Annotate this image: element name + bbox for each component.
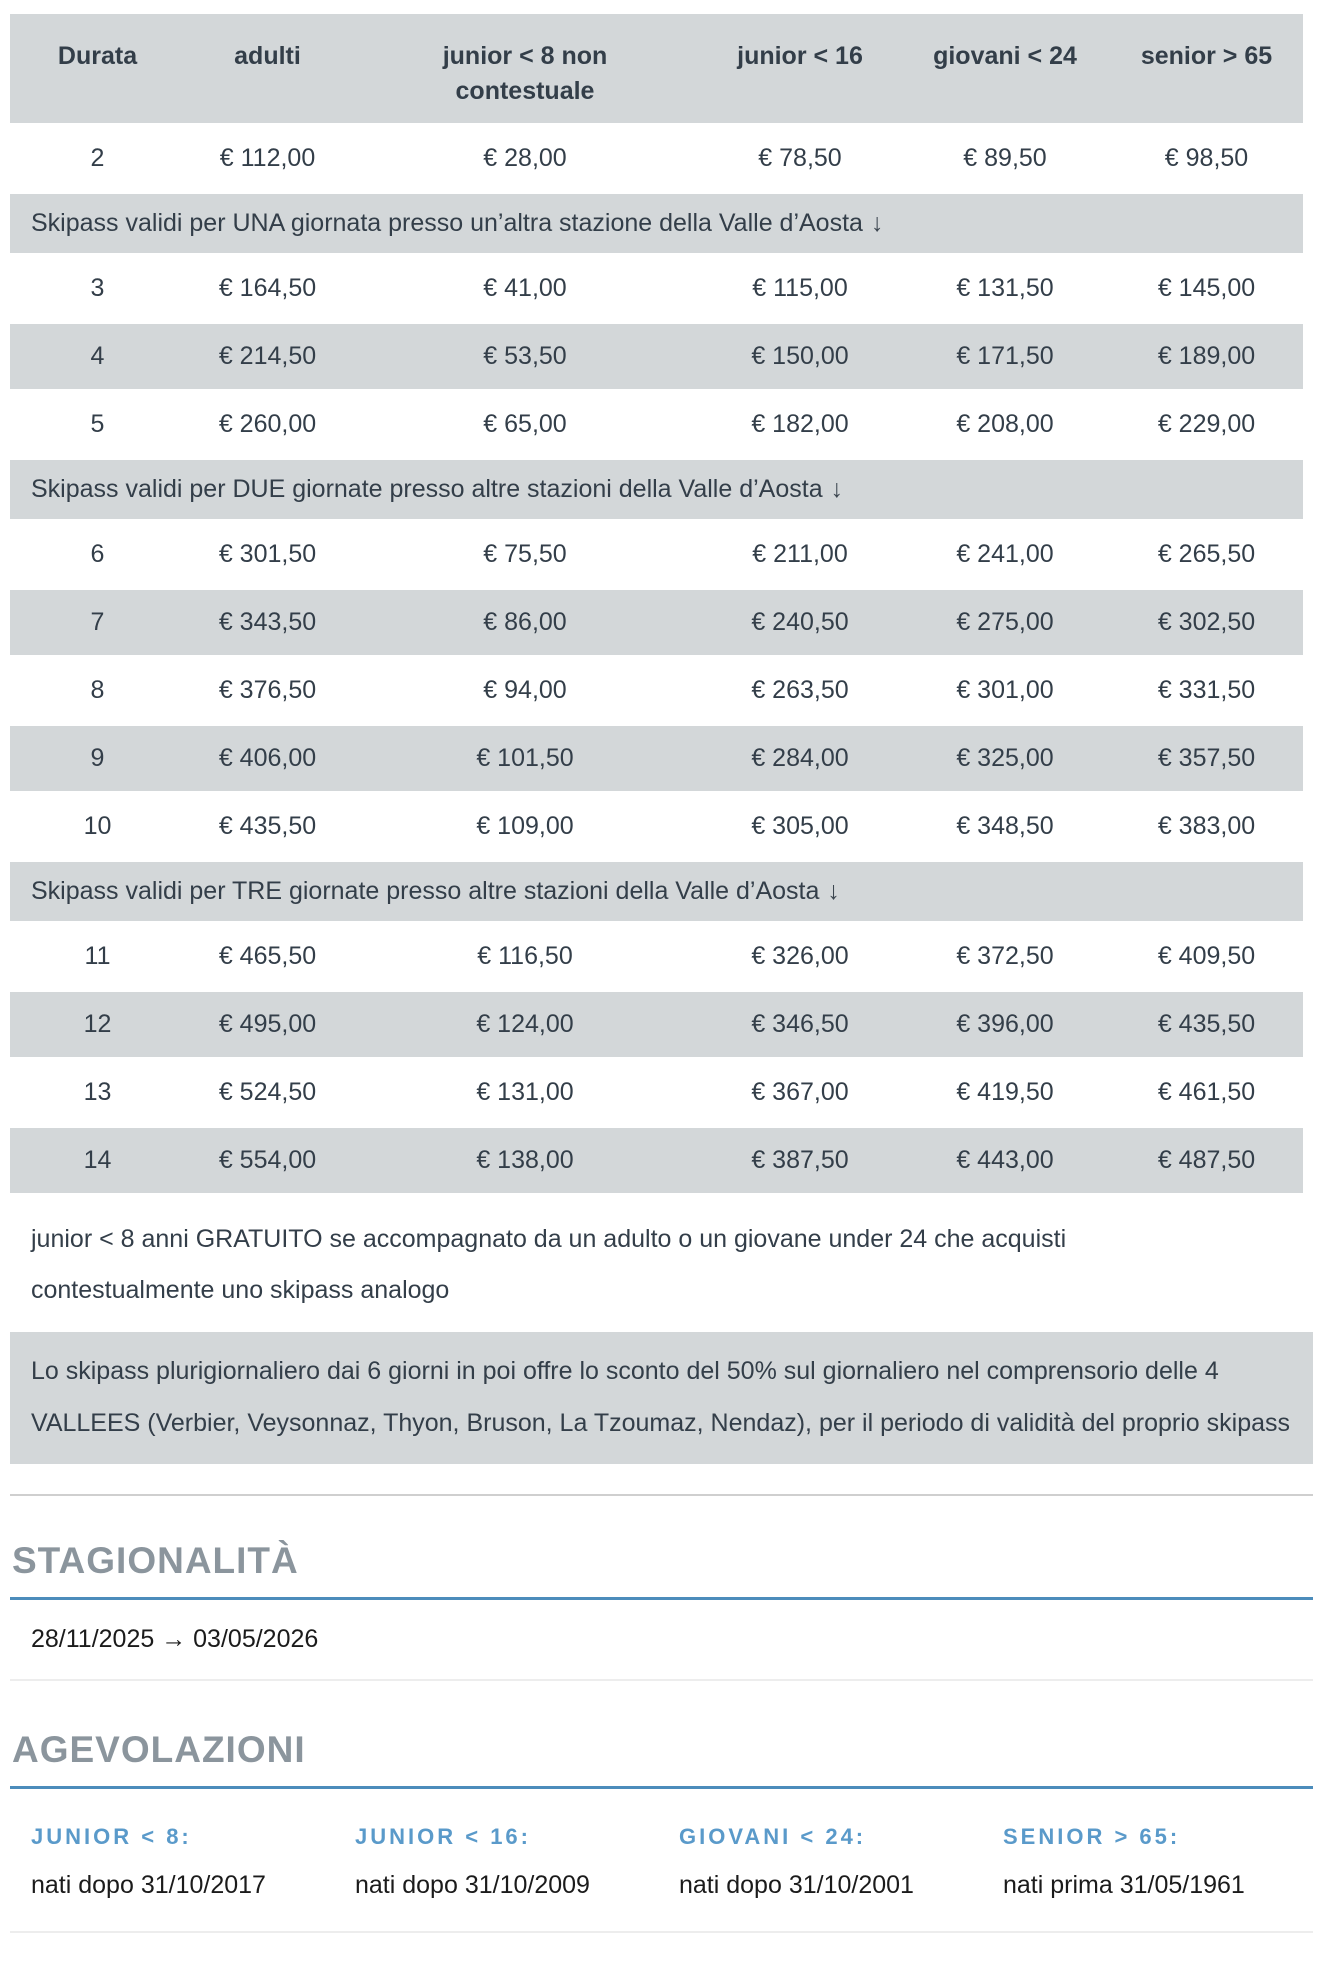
duration-cell: 12 (10, 992, 185, 1057)
price-cell: € 98,50 (1164, 144, 1249, 172)
price-cell: € 65,00 (483, 410, 567, 438)
duration-cell: 14 (10, 1128, 185, 1193)
price-row (10, 794, 1303, 859)
price-row (10, 992, 1303, 1057)
benefit-item (679, 1824, 1003, 1900)
price-cell: € 435,50 (218, 812, 317, 840)
benefit-item (1003, 1824, 1323, 1900)
price-cell: € 396,00 (900, 992, 1110, 1057)
section-note-row (10, 460, 1303, 519)
benefit-item (355, 1824, 679, 1900)
section-note-row (10, 194, 1303, 253)
price-cell: € 325,00 (900, 726, 1110, 791)
price-cell: € 131,00 (476, 1078, 574, 1106)
price-cell: € 461,50 (1157, 1078, 1256, 1106)
price-cell: € 116,50 (477, 942, 573, 970)
blue-rule (10, 1597, 1313, 1600)
price-cell: € 284,00 (700, 726, 900, 791)
price-cell: € 443,00 (900, 1128, 1110, 1193)
price-cell: € 326,00 (751, 942, 849, 970)
price-cell: € 376,50 (218, 676, 317, 704)
duration-cell: 5 (90, 410, 105, 438)
section-note-text: Skipass validi per TRE giornate presso altre stazioni della Valle d’Aosta ↓ (10, 862, 1303, 921)
benefit-value: nati dopo 31/10/2001 (679, 1871, 914, 1899)
price-cell: € 383,00 (1157, 812, 1256, 840)
down-arrow-icon: ↓ (870, 209, 884, 237)
price-row (10, 126, 1303, 191)
section-note-text: Skipass validi per DUE giornate presso altre stazioni della Valle d’Aosta ↓ (10, 460, 1303, 519)
price-cell: € 115,00 (752, 274, 848, 302)
price-cell: € 28,00 (483, 144, 567, 172)
duration-cell: 8 (90, 676, 105, 704)
price-cell: € 301,00 (956, 676, 1054, 704)
price-cell: € 301,50 (218, 540, 317, 568)
price-row (10, 590, 1303, 655)
price-cell: € 182,00 (751, 410, 849, 438)
duration-cell: 4 (10, 324, 185, 389)
price-row (10, 924, 1303, 989)
price-cell: € 41,00 (483, 274, 567, 302)
benefit-value: nati dopo 31/10/2009 (355, 1871, 590, 1899)
price-cell: € 189,00 (1110, 324, 1303, 389)
price-cell: € 145,00 (1157, 274, 1256, 302)
duration-cell: 7 (10, 590, 185, 655)
duration-cell: 10 (83, 812, 112, 840)
duration-cell: 11 (84, 942, 111, 970)
price-cell: € 164,50 (218, 274, 317, 302)
duration-cell: 6 (90, 540, 105, 568)
price-cell: € 387,50 (700, 1128, 900, 1193)
header-row (10, 14, 1303, 123)
price-row (10, 324, 1303, 389)
price-table-header (10, 14, 1303, 123)
price-cell: € 346,50 (700, 992, 900, 1057)
price-cell: € 75,50 (483, 540, 567, 568)
price-cell: € 131,50 (956, 274, 1054, 302)
duration-cell: 9 (10, 726, 185, 791)
benefit-label: GIOVANI < 24: (679, 1824, 867, 1849)
price-cell: € 263,50 (751, 676, 849, 704)
price-cell: € 487,50 (1110, 1128, 1303, 1193)
price-cell: € 409,50 (1157, 942, 1256, 970)
price-cell: € 465,50 (218, 942, 317, 970)
price-cell: € 138,00 (350, 1128, 700, 1193)
price-cell: € 229,00 (1157, 410, 1256, 438)
column-header: junior < 16 (700, 14, 900, 123)
down-arrow-icon: ↓ (827, 877, 840, 905)
price-cell: € 53,50 (350, 324, 700, 389)
light-rule (10, 1931, 1313, 1933)
column-header: adulti (185, 14, 350, 123)
section-note-row (10, 862, 1303, 921)
price-cell: € 275,00 (900, 590, 1110, 655)
section-title-stagionalita: STAGIONALITÀ (12, 1540, 299, 1581)
price-cell: € 94,00 (483, 676, 567, 704)
price-cell: € 343,50 (185, 590, 350, 655)
price-cell: € 348,50 (956, 812, 1054, 840)
price-cell: € 302,50 (1110, 590, 1303, 655)
price-cell: € 240,50 (700, 590, 900, 655)
price-cell: € 150,00 (700, 324, 900, 389)
skipass-price-table (10, 11, 1303, 1196)
note-junior-free: junior < 8 anni GRATUITO se accompagnato da un adulto o un giovane under 24 che acquisti contestualmente uno skipass analogo (31, 1225, 1067, 1304)
benefit-label: JUNIOR < 16: (355, 1824, 531, 1849)
price-cell: € 78,50 (758, 144, 842, 172)
price-cell: € 109,00 (476, 812, 574, 840)
price-cell: € 367,00 (751, 1078, 849, 1106)
column-header: junior < 8 non contestuale (350, 14, 700, 123)
price-cell: € 265,50 (1157, 540, 1256, 568)
note-multiday-discount: Lo skipass plurigiornaliero dai 6 giorni in poi offre lo sconto del 50% sul giornaliero nel comprensorio delle 4 VALLEES (Verbier, Veysonnaz, Thyon, Bruson, La Tzoumaz, Nendaz), per il periodo di validità del proprio skipass (10, 1332, 1313, 1464)
price-cell: € 101,50 (350, 726, 700, 791)
price-cell: € 419,50 (956, 1078, 1054, 1106)
light-rule (10, 1679, 1313, 1681)
benefit-value: nati prima 31/05/1961 (1003, 1871, 1245, 1899)
price-cell: € 495,00 (185, 992, 350, 1057)
price-cell: € 331,50 (1157, 676, 1256, 704)
divider (10, 1494, 1313, 1496)
price-cell: € 241,00 (956, 540, 1054, 568)
price-row (10, 726, 1303, 791)
section-title-agevolazioni: AGEVOLAZIONI (12, 1729, 306, 1770)
section-note-text: Skipass validi per UNA giornata presso un’altra stazione della Valle d’Aosta ↓ (10, 194, 1303, 253)
price-cell: € 124,00 (350, 992, 700, 1057)
price-cell: € 112,00 (219, 144, 316, 172)
price-cell: € 406,00 (185, 726, 350, 791)
price-row (10, 522, 1303, 587)
price-row (10, 256, 1303, 321)
duration-cell: 2 (90, 144, 105, 172)
benefit-value: nati dopo 31/10/2017 (31, 1871, 266, 1899)
price-cell: € 86,00 (350, 590, 700, 655)
price-cell: € 89,50 (963, 144, 1047, 172)
duration-cell: 13 (83, 1078, 112, 1106)
season-date-range: 28/11/2025 → 03/05/2026 (31, 1625, 319, 1653)
price-cell: € 214,50 (185, 324, 350, 389)
down-arrow-icon: ↓ (830, 475, 844, 503)
column-header: senior > 65 (1110, 14, 1303, 123)
benefit-label: JUNIOR < 8: (31, 1824, 192, 1849)
column-header: Durata (10, 14, 185, 123)
price-cell: € 171,50 (900, 324, 1110, 389)
price-row (10, 1128, 1303, 1193)
price-cell: € 208,00 (956, 410, 1054, 438)
benefits-grid (31, 1824, 1323, 1900)
duration-cell: 3 (90, 274, 105, 302)
price-row (10, 658, 1303, 723)
price-cell: € 435,50 (1110, 992, 1303, 1057)
price-cell: € 260,00 (218, 410, 317, 438)
price-cell: € 554,00 (185, 1128, 350, 1193)
price-cell: € 524,50 (218, 1078, 317, 1106)
price-cell: € 372,50 (956, 942, 1054, 970)
price-cell: € 357,50 (1110, 726, 1303, 791)
price-cell: € 305,00 (751, 812, 849, 840)
price-cell: € 211,00 (752, 540, 848, 568)
price-row (10, 392, 1303, 457)
benefit-item (31, 1824, 355, 1900)
blue-rule (10, 1786, 1313, 1789)
column-header: giovani < 24 (900, 14, 1110, 123)
benefit-label: SENIOR > 65: (1003, 1824, 1181, 1849)
price-row (10, 1060, 1303, 1125)
